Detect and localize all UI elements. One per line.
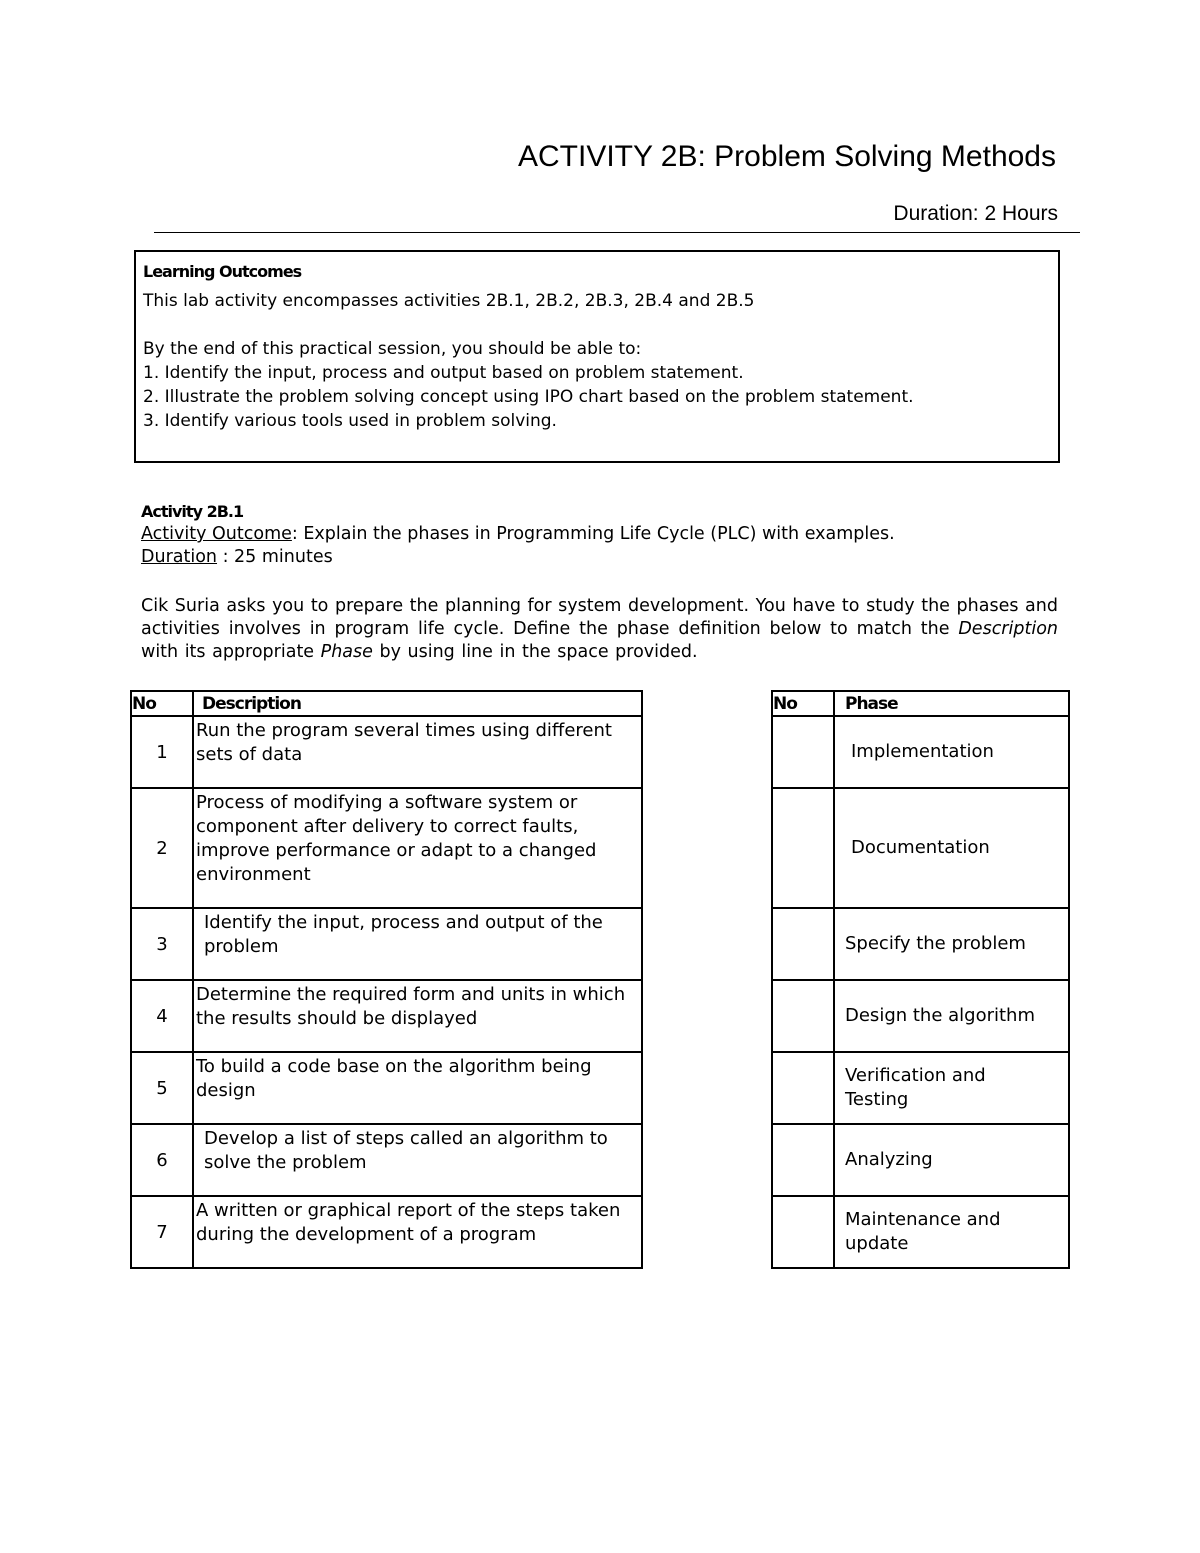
phase-table-no-header: No	[772, 691, 834, 716]
table-row	[131, 788, 642, 908]
phase-number-blank[interactable]	[772, 716, 834, 788]
phase-table	[771, 690, 1070, 1269]
description-cell: A written or graphical report of the steps taken during the development of a program	[193, 1196, 642, 1268]
description-cell: Determine the required form and units in which the results should be displayed	[193, 980, 642, 1052]
activity-outcome	[141, 523, 1058, 546]
row-number: 6	[131, 1124, 193, 1196]
learning-outcomes-intro: This lab activity encompasses activities 2B.1, 2B.2, 2B.3, 2B.4 and 2B.5	[143, 291, 755, 311]
duration-header: Duration: 2 Hours	[893, 202, 1058, 225]
table-row	[772, 1196, 1069, 1268]
instructions-text: Cik Suria asks you to prepare the planning for system development. You have to study the phases and activities involves in program life cycle. Define the phase definition below to match the	[141, 596, 1058, 639]
row-number: 1	[131, 716, 193, 788]
page-title: ACTIVITY 2B: Problem Solving Methods	[517, 140, 1056, 173]
row-number: 5	[131, 1052, 193, 1124]
table-row	[772, 1124, 1069, 1196]
phase-number-blank[interactable]	[772, 908, 834, 980]
table-row	[131, 1124, 642, 1196]
phase-number-blank[interactable]	[772, 1124, 834, 1196]
table-row	[772, 788, 1069, 908]
activity-outcome-text: : Explain the phases in Programming Life Cycle (PLC) with examples.	[291, 524, 895, 544]
learning-outcome-item: 3. Identify various tools used in problem solving.	[143, 411, 557, 431]
table-row	[772, 716, 1069, 788]
phase-cell: Maintenance and update	[834, 1196, 1069, 1268]
table-row	[772, 908, 1069, 980]
learning-outcome-item: 1. Identify the input, process and output based on problem statement.	[143, 363, 744, 383]
description-table	[130, 690, 643, 1269]
phase-cell: Analyzing	[834, 1124, 1069, 1196]
learning-outcomes-box	[134, 250, 1060, 463]
phase-cell: Verification and Testing	[834, 1052, 1069, 1124]
table-row	[772, 980, 1069, 1052]
activity-outcome-label: Activity Outcome	[141, 524, 292, 544]
description-cell: Develop a list of steps called an algorithm to solve the problem	[193, 1124, 642, 1196]
phase-number-blank[interactable]	[772, 1052, 834, 1124]
phase-cell: Implementation	[834, 716, 1069, 788]
instructions-emphasis: Description	[958, 619, 1058, 639]
learning-outcomes-heading: Learning Outcomes	[143, 262, 302, 281]
row-number: 3	[131, 908, 193, 980]
phase-number-blank[interactable]	[772, 980, 834, 1052]
instructions-text: by using line in the space provided.	[372, 642, 698, 662]
table-row	[131, 716, 642, 788]
instructions-text: with its appropriate	[141, 642, 321, 662]
description-cell: Run the program several times using different sets of data	[193, 716, 642, 788]
activity-instructions	[141, 595, 1058, 664]
learning-outcomes-lead: By the end of this practical session, you should be able to:	[143, 339, 642, 359]
activity-duration-label: Duration	[141, 547, 218, 567]
phase-cell: Specify the problem	[834, 908, 1069, 980]
table-row	[772, 1052, 1069, 1124]
phase-number-blank[interactable]	[772, 1196, 834, 1268]
description-cell: Identify the input, process and output of the problem	[193, 908, 642, 980]
table-row	[131, 1196, 642, 1268]
activity-section	[141, 500, 1058, 664]
description-table-no-header: No	[131, 691, 193, 716]
phase-cell: Documentation	[834, 788, 1069, 908]
activity-heading: Activity 2B.1	[141, 502, 244, 521]
row-number: 2	[131, 788, 193, 908]
phase-table-phase-header: Phase	[834, 691, 1069, 716]
activity-duration	[141, 546, 1058, 569]
header-divider	[154, 232, 1080, 233]
row-number: 4	[131, 980, 193, 1052]
description-table-description-header: Description	[193, 691, 642, 716]
phase-cell: Design the algorithm	[834, 980, 1069, 1052]
row-number: 7	[131, 1196, 193, 1268]
learning-outcome-item: 2. Illustrate the problem solving concept using IPO chart based on the problem statement.	[143, 387, 914, 407]
table-row	[131, 1052, 642, 1124]
table-row	[131, 908, 642, 980]
instructions-emphasis: Phase	[320, 642, 373, 662]
description-cell: Process of modifying a software system or component after delivery to correct faults, improve performance or adapt to a changed environment	[193, 788, 642, 908]
activity-duration-text: : 25 minutes	[217, 547, 333, 567]
phase-number-blank[interactable]	[772, 788, 834, 908]
description-cell: To build a code base on the algorithm being design	[193, 1052, 642, 1124]
table-row	[131, 980, 642, 1052]
